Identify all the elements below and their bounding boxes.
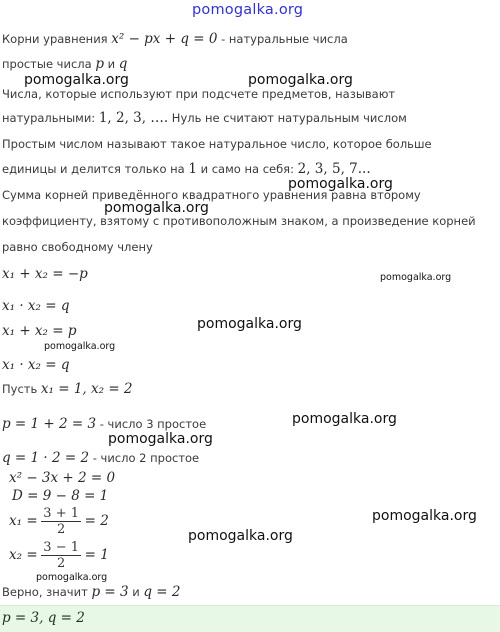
fraction (41, 506, 81, 537)
line-roots (2, 31, 348, 47)
lhs: x₂ = (9, 547, 38, 563)
line-p-value (2, 416, 206, 432)
watermark: pomogalka.org (36, 572, 108, 583)
line-natural-list (2, 110, 407, 126)
line-natural-def: Числа, которые используют при подсчете предметов, называют (2, 87, 396, 101)
vieta-product-2: x₁ · x₂ = q (2, 357, 70, 373)
number: 1 (188, 161, 197, 177)
watermark: pomogalka.org (188, 528, 293, 544)
watermark: pomogalka.org (288, 176, 393, 192)
watermark: pomogalka.org (380, 272, 452, 283)
watermark: pomogalka.org (104, 200, 209, 216)
equation: q = 2 (143, 584, 181, 600)
line-vieta-def-3: равно свободному члену (2, 240, 153, 254)
text: и (107, 57, 116, 71)
line-q-value (2, 450, 199, 466)
equation: p = 3 (91, 584, 129, 600)
lhs: x₁ = (9, 513, 38, 529)
text: - число 3 простое (99, 417, 207, 431)
line-prime-def: Простым числом называют такое натуральное число, которое больше (2, 137, 432, 151)
watermark: pomogalka.org (372, 508, 477, 524)
text: - число 2 простое (92, 451, 200, 465)
equation: x₁ = 1, x₂ = 2 (40, 381, 133, 397)
line-vieta-def: Сумма корней приведённого квадратного уравнения равна второму (2, 188, 421, 202)
text: Верно, значит (2, 585, 88, 599)
root-x2 (9, 540, 109, 571)
line-primes (2, 56, 127, 72)
line-verify (2, 584, 180, 600)
equation: q = 1 · 2 = 2 (2, 450, 90, 466)
watermark: pomogalka.org (248, 72, 353, 88)
answer-text: p = 3, q = 2 (2, 610, 85, 626)
vieta-product: x₁ · x₂ = q (2, 298, 70, 314)
text: единицы и делится только на (2, 162, 185, 176)
text: натуральными: (2, 111, 96, 125)
watermark: pomogalka.org (24, 72, 129, 88)
numerator: 3 + 1 (43, 506, 79, 521)
text: Пусть (2, 382, 38, 396)
line-let (2, 381, 133, 397)
line-vieta-def-2: коэффициенту, взятому с противоположным знаком, а произведение корней (2, 214, 476, 228)
text: и само на себя: (200, 162, 294, 176)
watermark: pomogalka.org (197, 316, 302, 332)
text: простые числа (2, 57, 92, 71)
var-p: p (95, 56, 104, 72)
number-list: 1, 2, 3, …. (98, 110, 169, 126)
rhs: = 1 (84, 547, 109, 563)
discriminant: D = 9 − 8 = 1 (12, 488, 109, 504)
rhs: = 2 (84, 513, 109, 529)
fraction (41, 540, 81, 571)
equation: x² − px + q = 0 (111, 31, 218, 47)
answer-box (0, 605, 500, 632)
watermark: pomogalka.org (292, 411, 397, 427)
text: Корни уравнения (2, 32, 108, 46)
denominator: 2 (57, 556, 66, 571)
vieta-sum: x₁ + x₂ = −p (2, 266, 88, 282)
var-q: q (118, 56, 128, 72)
text: Нуль не считают натуральным числом (171, 111, 407, 125)
vieta-sum-2: x₁ + x₂ = p (2, 323, 77, 339)
numerator: 3 − 1 (43, 540, 79, 555)
text: и (132, 585, 140, 599)
line-prime-def-2 (2, 161, 371, 177)
root-x1 (9, 506, 109, 537)
number-list: 2, 3, 5, 7... (297, 161, 371, 177)
watermark: pomogalka.org (192, 2, 304, 18)
equation: p = 1 + 2 = 3 (2, 416, 97, 432)
watermark: pomogalka.org (44, 341, 116, 352)
quadratic-equation: x² − 3x + 2 = 0 (9, 470, 116, 486)
text: - натуральные числа (221, 32, 348, 46)
denominator: 2 (57, 522, 66, 537)
watermark: pomogalka.org (108, 431, 213, 447)
